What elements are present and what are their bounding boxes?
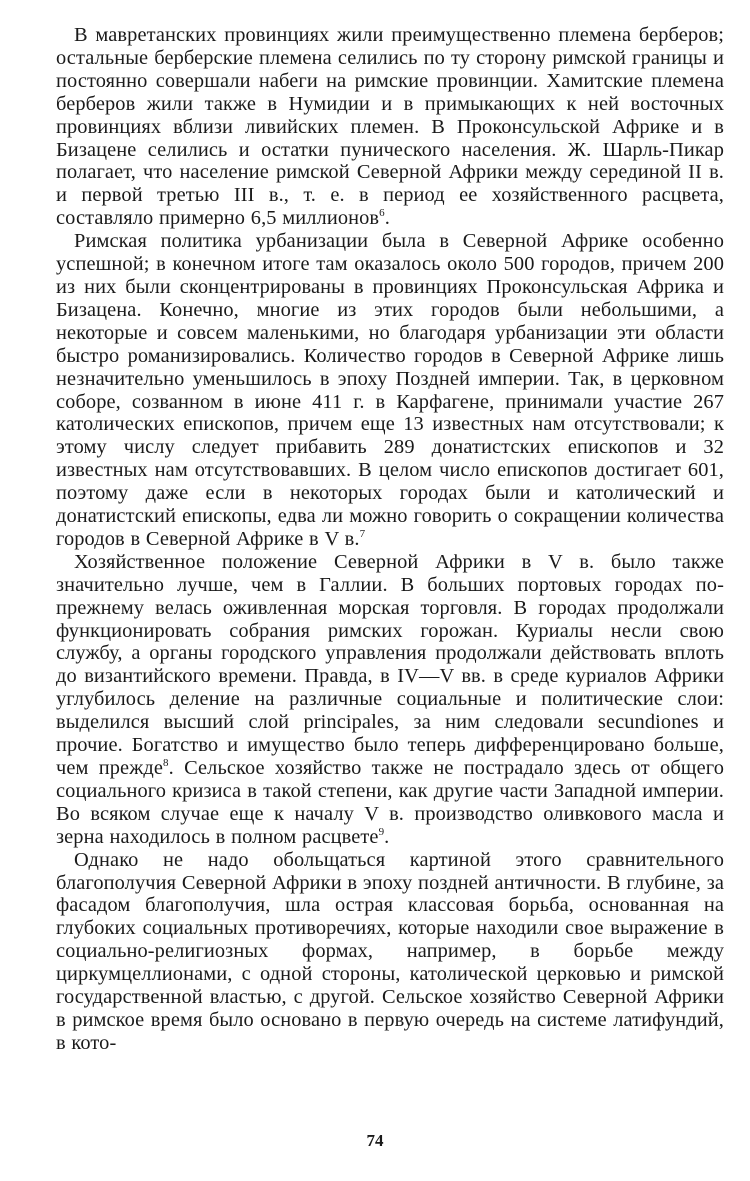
paragraph-2-text: Римская политика урбанизации была в Северной Африке особенно успешной; в конечном итоге там оказалось около 500 городов, причем 200 из них были сконцентрированы в провинциях Проконсульская Африка и Бизацена. Конечно, многие из этих городов были небольшими, а некоторые и совсем маленькими, но благодаря урбанизации эти области быстро романизировались. Количество городов в Северной Африке лишь незначительно уменьшилось в эпоху Поздней империи. Так, в церковном соборе, созванном в июне 411 г. в Карфагене, принимали участие 267 католических епископов, причем еще 13 известных нам отсутствовали; к этому числу следует прибавить 289 донатистских епископов и 32 известных нам отсутствовавших. В целом число епископов достигает 601, поэтому даже если в некоторых городах были и католический и донатистский епископы, едва ли можно говорить о сокращении количества городов в Северной Африке в V в. xyxy=(56,230,724,550)
paragraph-4 xyxy=(56,849,724,1055)
paragraph-3-tail: . Сельское хозяйство также не пострадало здесь от общего социального кризиса в такой степени, как другие части Западной империи. Во всяком случае еще к началу V в. производство оливкового масла и зерна находилось в полном расцвете xyxy=(56,757,725,848)
paragraph-1: В мавретанских провинциях жили преимущественно племена берберов; остальные берберские племена селились по ту сторону римской границы и постоянно совершали набеги на римские провинции. Хамитские племена берберов жили также в Нумидии и в примыкающих к ней восточных провинциях вблизи ливийских племен. В Проконсульской Африке и в Бизацене селились и остатки пунического населения. Ж. Шарль-Пикар полагает, что население римской Северной Африки между серединой II в. и первой третью III в., т. е. в период ее хозяйственного расцвета, составляло примерно 6,5 миллионов$^6$. xyxy=(56,24,724,230)
footnote-ref-8[interactable]: 8 xyxy=(163,757,169,770)
paragraph-3-tail-end: . xyxy=(384,825,390,848)
page-number: 74 xyxy=(366,1131,384,1150)
paragraph-4-text: Однако не надо обольщаться картиной этого сравнительного благополучия Северной Африки в эпоху поздней античности. В глубине, за фасадом благополучия, шла острая классовая борьба, основанная на глубоких социальных противоречиях, которые находили свое выражение в социально-религиозных формах, например, в борьбе между циркумцеллионами, с одной стороны, католической церковью и римской государственной властью, с другой. Сельское хозяйство Северной Африки в римское время было основано в первую очередь на системе латифундий, в кото- xyxy=(56,848,724,1054)
footnote-ref-7[interactable]: 7 xyxy=(359,528,366,541)
footnote-ref-9[interactable]: 9 xyxy=(378,825,385,838)
paragraph-3-text: Хозяйственное положение Северной Африки в V в. было также значительно лучше, чем в Галлии. В больших портовых городах по-прежнему велась оживленная морская торговля. В городах продолжали функционировать собрания римских горожан. Куриалы несли свою службу, а органы городского управления продолжали действовать вплоть до византийского времени. Правда, в IV—V вв. в среде куриалов Африки углубилось деление на различные социальные и политические слои: выделился высший слой principales, за ним следовали secundiones и прочие. Богатство и имущество было теперь дифференцировано больше, чем прежде xyxy=(56,550,724,779)
paragraph-1-text: В мавретанских провинциях жили преимущественно племена берберов; остальные берберские племена селились по ту сторону римской границы и постоянно совершали набеги на римские провинции. Хамитские племена берберов жили также в Нумидии и в примыкающих к ней восточных провинциях вблизи ливийских племен. В Проконсульской Африке и в Бизацене селились и остатки пунического населения. Ж. Шарль-Пикар полагает, что население римской Северной Африки между серединой II в. и первой третью III в., т. е. в период ее хозяйственного расцвета, составляло примерно 6,5 миллионов xyxy=(56,24,724,230)
paragraph-3 xyxy=(56,551,724,849)
paragraph-2 xyxy=(56,230,724,551)
footnote-ref-6[interactable]: 6 xyxy=(379,207,385,220)
page-body xyxy=(56,24,724,1055)
